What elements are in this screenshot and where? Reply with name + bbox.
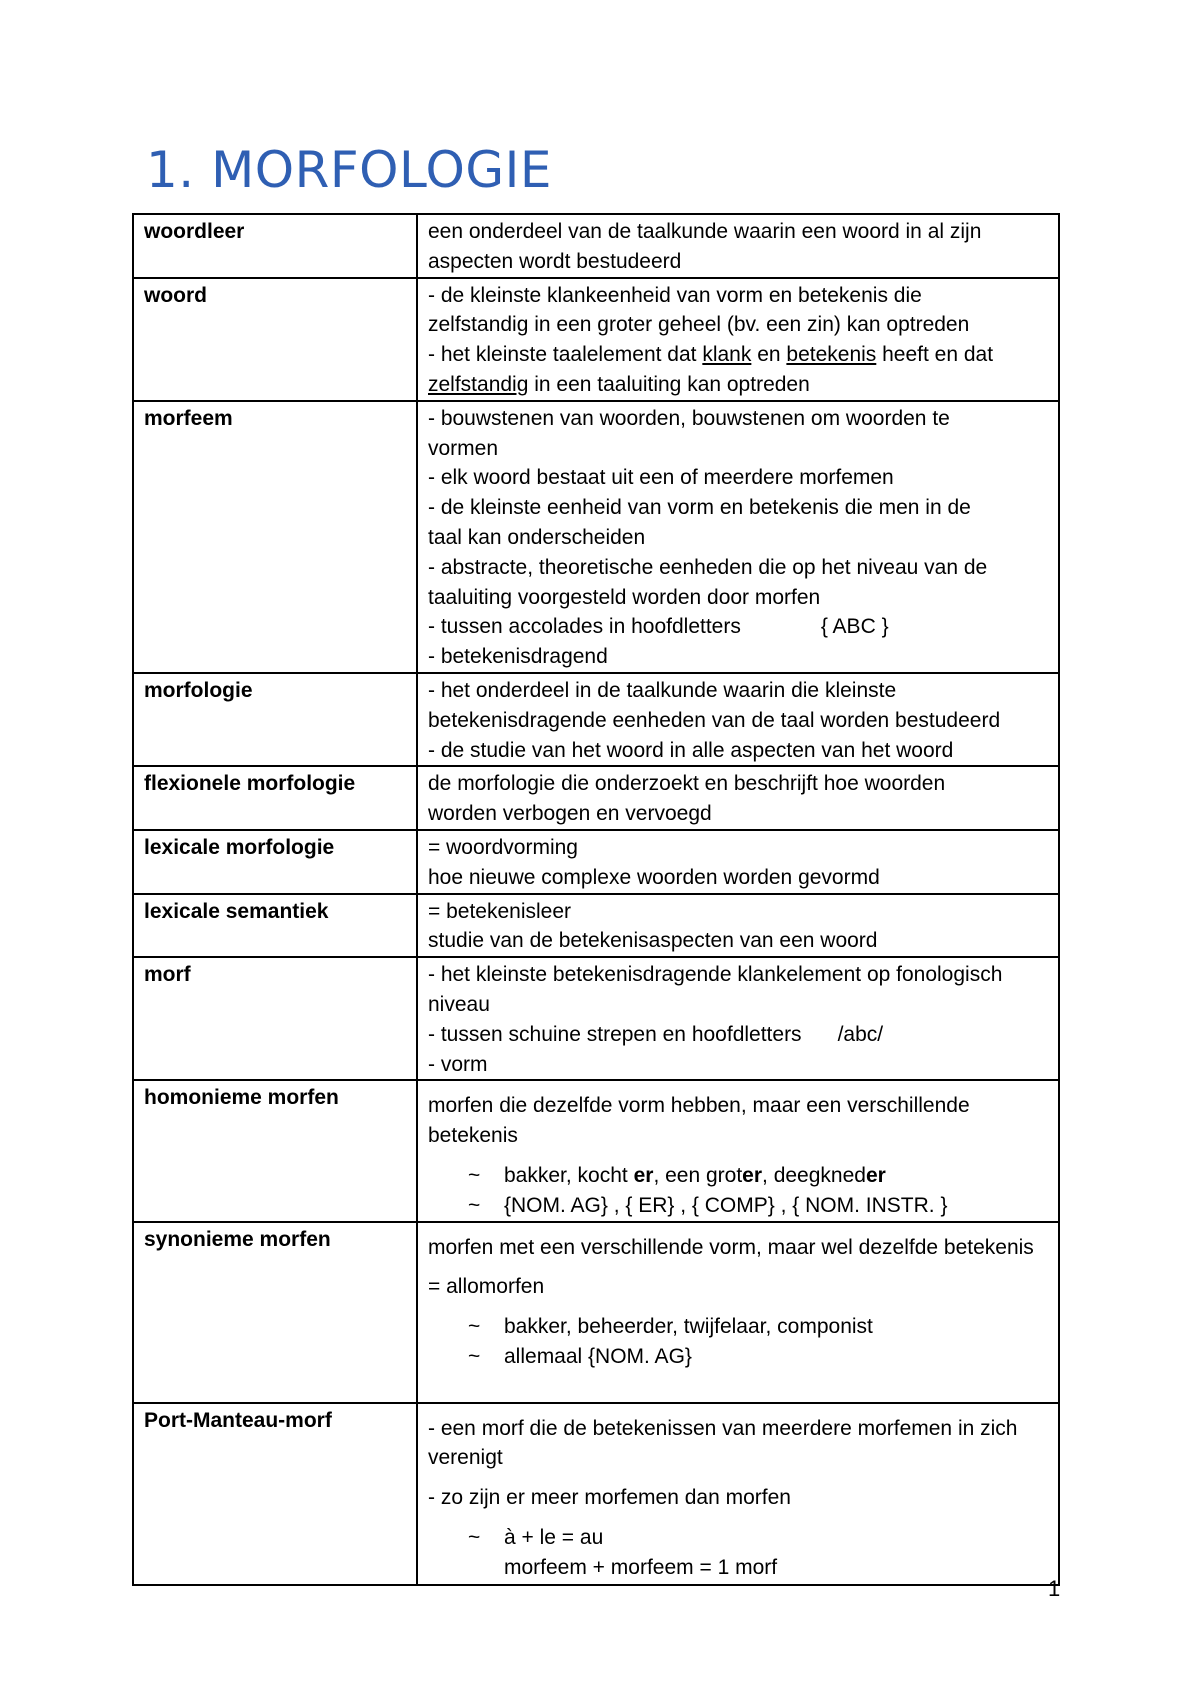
definition-cell: - de kleinste klankeenheid van vorm en betekenis die zelfstandig in een groter geheel (bv. een zin) kan optreden - het kleinste taalelement dat klank en betekenis heeft en dat zelfstandig in een taaluiting kan optreden: [417, 278, 1059, 401]
table-row: [133, 1080, 1059, 1221]
definition-cell: - een morf die de betekenissen van meerdere morfemen in zich verenigt - zo zijn er meer morfemen dan morfen ~ à + le = au morfeem + morfeem = 1 morf: [417, 1403, 1059, 1585]
term-cell: homonieme morfen: [133, 1080, 417, 1221]
example-line: ~ allemaal {NOM. AG}: [428, 1342, 1048, 1372]
tilde-icon: ~: [468, 1163, 481, 1187]
definition-cell: = woordvorming hoe nieuwe complexe woorden worden gevormd: [417, 830, 1059, 894]
table-row: [133, 894, 1059, 958]
glossary-table: [132, 213, 1060, 1586]
term-cell: lexicale morfologie: [133, 830, 417, 894]
term-cell: flexionele morfologie: [133, 766, 417, 830]
page-title: 1. MORFOLOGIE: [146, 141, 552, 199]
page-number: 1: [1048, 1576, 1061, 1601]
notation: /abc/: [837, 1022, 884, 1046]
table-row: [133, 401, 1059, 673]
table-row: [133, 673, 1059, 766]
definition-cell: morfen die dezelfde vorm hebben, maar een verschillende betekenis ~ bakker, kocht er, een groter, deegkneder ~ {NOM. AG} , { ER} , { COMP} , { NOM. INSTR. }: [417, 1080, 1059, 1221]
term-cell: woordleer: [133, 214, 417, 278]
tilde-icon: ~: [468, 1193, 481, 1217]
table-row: [133, 766, 1059, 830]
tilde-icon: ~: [468, 1315, 481, 1339]
tilde-icon: ~: [468, 1344, 481, 1368]
example-line: ~ {NOM. AG} , { ER} , { COMP} , { NOM. INSTR. }: [428, 1191, 1048, 1221]
term-cell: lexicale semantiek: [133, 894, 417, 958]
definition-cell: een onderdeel van de taalkunde waarin een woord in al zijn aspecten wordt bestudeerd: [417, 214, 1059, 278]
term-cell: woord: [133, 278, 417, 401]
table-row: [133, 214, 1059, 278]
notation: { ABC }: [820, 615, 889, 639]
definition-cell: - het kleinste betekenisdragende klankelement op fonologisch niveau - tussen schuine strepen en hoofdletters /abc/ - vorm: [417, 957, 1059, 1080]
term-cell: morf: [133, 957, 417, 1080]
table-row: [133, 830, 1059, 894]
example-line: ~ bakker, kocht er, een groter, deegkneder: [428, 1161, 1048, 1191]
term-cell: morfologie: [133, 673, 417, 766]
example-line: ~ bakker, beheerder, twijfelaar, componist: [428, 1312, 1048, 1342]
definition-cell: = betekenisleer studie van de betekenisaspecten van een woord: [417, 894, 1059, 958]
definition-cell: de morfologie die onderzoekt en beschrijft hoe woorden worden verbogen en vervoegd: [417, 766, 1059, 830]
term-cell: morfeem: [133, 401, 417, 673]
example-line: morfeem + morfeem = 1 morf: [504, 1555, 778, 1579]
definition-cell: morfen met een verschillende vorm, maar wel dezelfde betekenis = allomorfen ~ bakker, beheerder, twijfelaar, componist ~ allemaal {NOM. AG}: [417, 1222, 1059, 1403]
table-row: [133, 278, 1059, 401]
term-cell: synonieme morfen: [133, 1222, 417, 1403]
definition-cell: - bouwstenen van woorden, bouwstenen om woorden te vormen - elk woord bestaat uit een of meerdere morfemen - de kleinste eenheid van vorm en betekenis die men in de taal kan onderscheiden - abstracte, theoretische eenheden die op het niveau van de taaluiting voorgesteld worden door morfen - tussen accolades in hoofdletters { ABC } - betekenisdragend: [417, 401, 1059, 673]
example-line: ~ à + le = au: [428, 1523, 1048, 1553]
table-row: [133, 957, 1059, 1080]
definition-cell: - het onderdeel in de taalkunde waarin die kleinste betekenisdragende eenheden van de taal worden bestudeerd - de studie van het woord in alle aspecten van het woord: [417, 673, 1059, 766]
tilde-icon: ~: [468, 1525, 481, 1549]
term-cell: Port-Manteau-morf: [133, 1403, 417, 1585]
table-row: [133, 1222, 1059, 1403]
table-row: [133, 1403, 1059, 1585]
